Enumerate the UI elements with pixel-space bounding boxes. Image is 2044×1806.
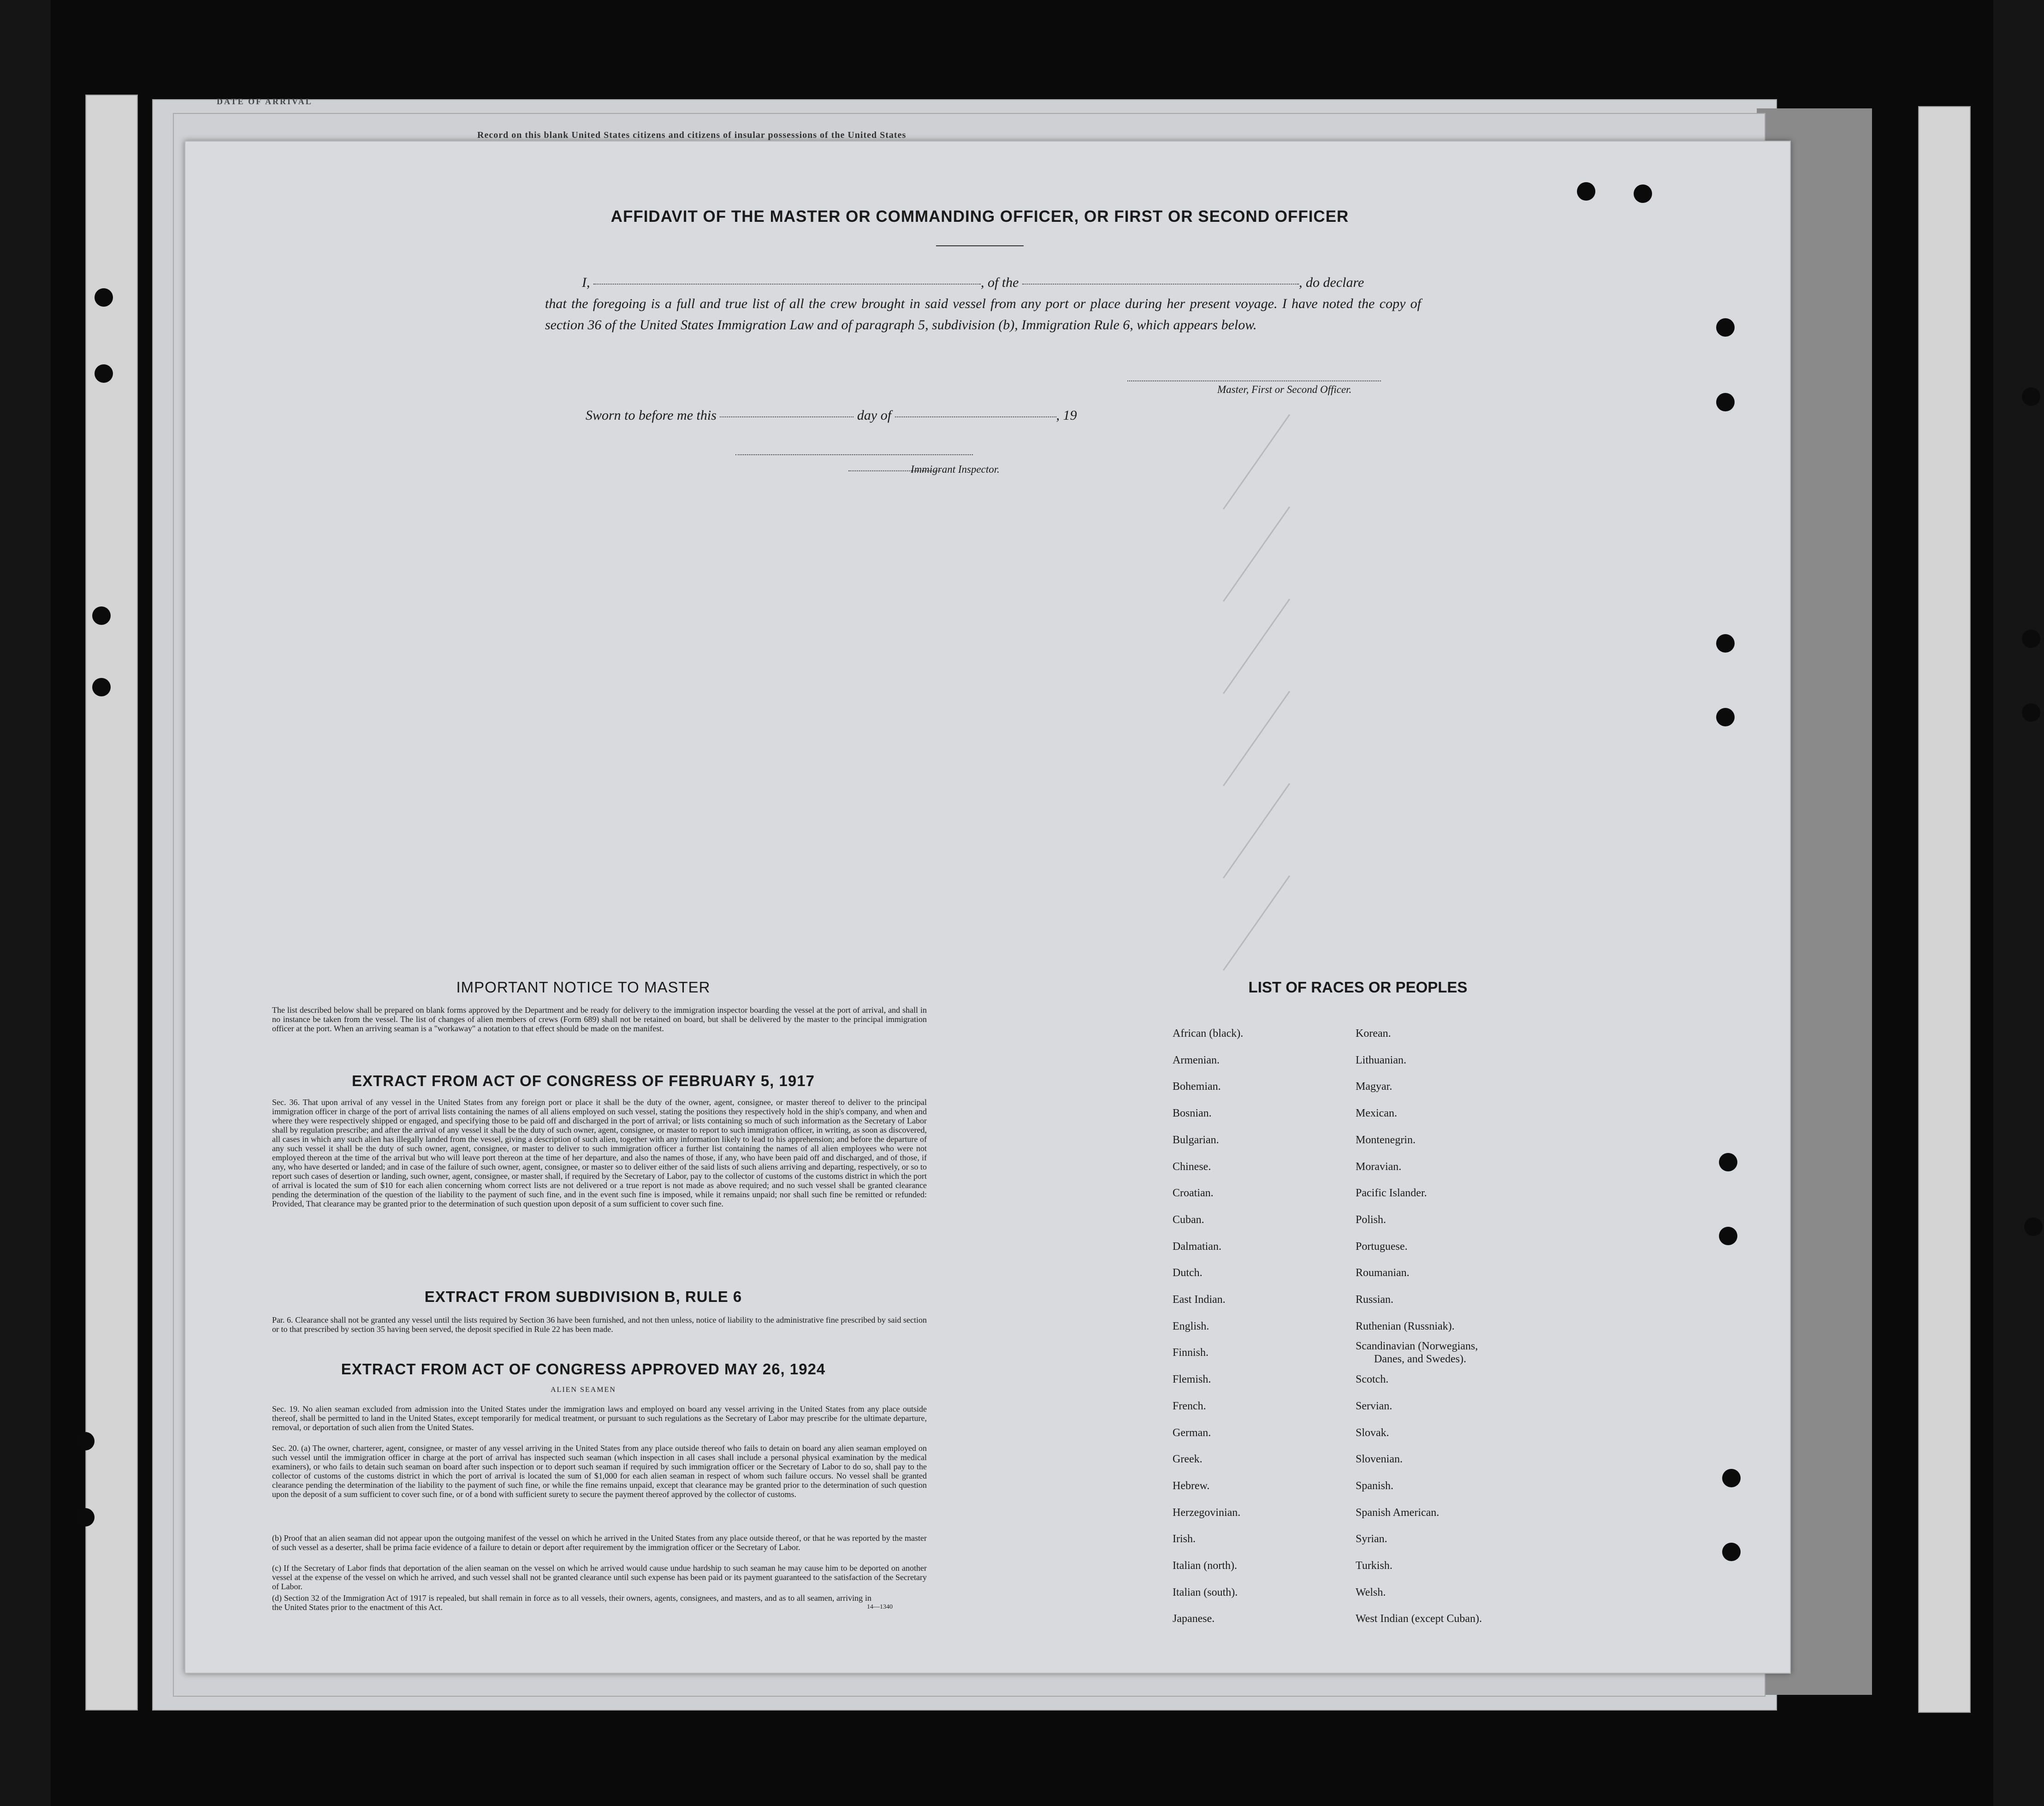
title-field[interactable] — [1022, 283, 1299, 285]
extract-1924-sec20c: (c) If the Secretary of Labor finds that deportation of the alien seaman on the vessel on which he arrived would cause undue hardship to such seaman he may cause him to be deported on another vessel at the expense of the vessel on which he arrived, and such vessel shall not be granted clearance until such expense has been paid or its payment guaranteed to the satisfaction of the Secretary of Labor. — [272, 1563, 927, 1591]
race-item: Polish. — [1356, 1213, 1386, 1226]
punch-hole — [1722, 1469, 1741, 1487]
inspector-label: Immigrant Inspector. — [911, 463, 1000, 475]
declaration-do-declare: , do declare — [1299, 275, 1364, 290]
race-item: Magyar. — [1356, 1081, 1392, 1093]
binder-left — [0, 0, 51, 1806]
race-item: Chinese. — [1173, 1160, 1211, 1173]
race-item: Moravian. — [1356, 1160, 1402, 1173]
title-rule — [936, 245, 1024, 246]
extract-1924-sec19: Sec. 19. No alien seaman excluded from admission into the United States under the immigration laws and employed on board any vessel arriving in the United States from any place outside thereof, shall be permitted to land in the United States, except temporarily for medical treatment, or pursuant to such regulations as the Secretary of Labor may prescribe for the ultimate departure, removal, or deportation of such alien from the United States. — [272, 1404, 927, 1432]
race-item: Flemish. — [1173, 1373, 1211, 1386]
declaration-i: I, — [582, 275, 590, 290]
punch-hole — [2022, 387, 2040, 406]
race-item: Mexican. — [1356, 1107, 1397, 1120]
punch-hole — [1577, 182, 1595, 201]
master-label: Master, First or Second Officer. — [1217, 384, 1352, 395]
race-item: German. — [1173, 1426, 1211, 1439]
affidavit-declaration — [545, 272, 1421, 336]
sworn-day-label: day of — [857, 408, 892, 423]
declaration-of-the: , of the — [981, 275, 1019, 290]
race-item: Slovak. — [1356, 1426, 1389, 1439]
extract-rule6-title: EXTRACT FROM SUBDIVISION B, RULE 6 — [424, 1288, 742, 1305]
race-item: Finnish. — [1173, 1347, 1209, 1359]
declaration-body: that the foregoing is a full and true list of all the crew brought in said vessel from any port or place during her present voyage. I have noted the copy of section 36 of the United States Immigration Law and of paragraph 5, subdivision (b), Immigration Rule 6, which appears below. — [545, 296, 1421, 333]
punch-hole — [1716, 634, 1735, 653]
race-item: Italian (north). — [1173, 1560, 1237, 1572]
race-item: Bulgarian. — [1173, 1134, 1219, 1146]
punch-hole — [1716, 708, 1735, 726]
race-item: Lithuanian. — [1356, 1054, 1406, 1066]
punch-hole — [95, 364, 113, 383]
race-item: Croatian. — [1173, 1187, 1214, 1200]
sworn-date-field[interactable] — [720, 416, 853, 417]
race-item: Bosnian. — [1173, 1107, 1212, 1120]
sworn-line — [586, 408, 1077, 423]
sworn-label: Sworn to before me this — [586, 408, 717, 423]
punch-hole — [1716, 318, 1735, 337]
binder-strip-right — [1918, 106, 1971, 1713]
punch-hole — [76, 1508, 95, 1527]
punch-hole — [2024, 1218, 2043, 1236]
race-item: Turkish. — [1356, 1560, 1392, 1572]
extract-1924-title: EXTRACT FROM ACT OF CONGRESS APPROVED MAY 26, 1924 — [341, 1360, 826, 1378]
race-item: Spanish American. — [1356, 1506, 1440, 1519]
punch-hole — [2022, 630, 2040, 648]
punch-hole — [1634, 184, 1652, 203]
race-item: Portuguese. — [1356, 1240, 1408, 1253]
races-title: LIST OF RACES OR PEOPLES — [1248, 979, 1468, 996]
race-item: Servian. — [1356, 1400, 1392, 1412]
punch-hole — [1719, 1153, 1737, 1171]
race-item: West Indian (except Cuban). — [1356, 1613, 1482, 1625]
race-item: East Indian. — [1173, 1294, 1226, 1306]
race-item: Italian (south). — [1173, 1586, 1238, 1598]
race-item: Welsh. — [1356, 1586, 1386, 1598]
sworn-month-field[interactable] — [895, 416, 1056, 417]
race-item: Scotch. — [1356, 1373, 1389, 1386]
race-item: Armenian. — [1173, 1054, 1220, 1066]
race-item: Bohemian. — [1173, 1081, 1221, 1093]
race-item: Russian. — [1356, 1294, 1394, 1306]
race-item: Irish. — [1173, 1533, 1196, 1545]
punch-hole — [1719, 1227, 1737, 1245]
race-item: Cuban. — [1173, 1213, 1204, 1226]
extract-1917-text: Sec. 36. That upon arrival of any vessel in the United States from any foreign port or place it shall be the duty of the owner, agent, consignee, or master thereof to deliver to the principal immigration officer in charge of the port of arrival lists containing the names of all aliens employed on such vessel, stating the positions they respectively hold in the ship's company, and when and where they were respectively shipped or engaged, and specifying those to be paid off and discharged in the port of arrival; or lists containing so much of such information as the Secretary of Labor shall by regulation prescribe; and after the arrival of any vessel it shall be the duty of such owner, agent, consignee, or master to report to such immigration officer, in writing, as soon as discovered, all cases in which any such alien has illegally landed from the vessel, giving a description of such alien, together with any information likely to lead to his apprehension; and before the departure of any such vessel it shall be the duty of such owner, agent, consignee, or master to deliver to such immigration officer a further list containing the names of all alien employees who were not employed thereon at the time of the arrival but who will leave port thereon at the time of her departure, and also the names of those, if any, who have been paid off and discharged, and of those, if any, who have deserted or landed; and in case of the failure of such owner, agent, consignee, or master so to deliver either of the said lists of such aliens arriving and departing, respectively, or so to report such cases of desertion or landing, such owner, agent, consignee, or master shall, if required by the Secretary of Labor, pay to the collector of customs of the customs district in which the port of arrival is located the sum of $10 for each alien concerning whom correct lists are not delivered or a true report is not made as above required; and no such vessel shall be granted clearance pending the determination of the question of the liability to the payment of such fine, and in the event such fine is imposed, while it remains unpaid; nor shall such fine be remitted or refunded: Provided, That clearance may be granted prior to the determination of such question upon deposit of a sum sufficient to cover such fine. — [272, 1098, 927, 1208]
punch-hole — [76, 1432, 95, 1450]
race-item: English. — [1173, 1320, 1209, 1332]
punch-hole — [92, 678, 111, 696]
race-item: Slovenian. — [1356, 1453, 1403, 1466]
race-item: Dutch. — [1173, 1267, 1203, 1279]
affidavit-title: AFFIDAVIT OF THE MASTER OR COMMANDING OFFICER, OR FIRST OR SECOND OFFICER — [610, 208, 1349, 226]
race-item: Scandinavian (Norwegians, — [1356, 1340, 1478, 1353]
punch-hole — [1716, 393, 1735, 411]
race-item: Herzegovinian. — [1173, 1506, 1241, 1519]
notice-title: IMPORTANT NOTICE TO MASTER — [456, 979, 711, 996]
extract-1917-title: EXTRACT FROM ACT OF CONGRESS OF FEBRUARY 5, 1917 — [352, 1072, 815, 1089]
header-fragment: Record on this blank United States citizens and citizens of insular possessions of the United States — [477, 130, 906, 140]
extract-rule6-text: Par. 6. Clearance shall not be granted any vessel until the lists required by Section 36 have been furnished, and not then unless, notice of liability to the administrative fine prescribed by said section or to that prescribed by section 35 having been served, the deposit specified in Rule 22 has been made. — [272, 1315, 927, 1334]
declaration-line-1 — [545, 272, 1421, 293]
race-item: Syrian. — [1356, 1533, 1387, 1545]
race-item: Spanish. — [1356, 1479, 1394, 1492]
race-item: Greek. — [1173, 1453, 1203, 1466]
master-signature-line[interactable] — [1127, 380, 1381, 381]
notice-text: The list described below shall be prepared on blank forms approved by the Department and be ready for delivery to the immigration inspector boarding the vessel at the port of arrival, and shall in no instance be taken from the vessel. The list of changes of alien members of crews (Form 689) shall not be retained on board, but shall be delivered by the master to the principal immigration officer at the port. When an arriving seaman is a "workaway" a notation to that effect should be made on the manifest. — [272, 1005, 927, 1033]
alien-seamen-heading: ALIEN SEAMEN — [551, 1386, 616, 1394]
corner-fragment: DATE OF ARRIVAL — [217, 97, 313, 106]
race-item: Pacific Islander. — [1356, 1187, 1427, 1200]
race-item: French. — [1173, 1400, 1206, 1412]
race-item: African (black). — [1173, 1028, 1244, 1040]
binder-right — [1993, 0, 2044, 1806]
extract-1924-sec20b: (b) Proof that an alien seaman did not appear upon the outgoing manifest of the vessel on which he arrived in the United States from any place outside thereof, or that he was reported by the master of such vessel as a deserter, shall be prima facie evidence of a failure to detain or deport after requirement by the immigration officer or the Secretary of Labor. — [272, 1533, 927, 1552]
punch-hole — [1722, 1543, 1741, 1561]
inspector-signature-line[interactable] — [735, 454, 973, 455]
race-item: Ruthenian (Russniak). — [1356, 1320, 1455, 1332]
sworn-year-label: , 19 — [1056, 408, 1077, 423]
race-item: Korean. — [1356, 1028, 1391, 1040]
name-field[interactable] — [593, 283, 981, 285]
race-item: Danes, and Swedes). — [1374, 1353, 1466, 1366]
race-item: Japanese. — [1173, 1613, 1215, 1625]
punch-hole — [92, 606, 111, 625]
race-item: Roumanian. — [1356, 1267, 1410, 1279]
race-item: Hebrew. — [1173, 1479, 1210, 1492]
punch-hole — [95, 288, 113, 307]
binder-strip-left — [85, 95, 138, 1711]
extract-1924-sec20d: (d) Section 32 of the Immigration Act of 1917 is repealed, but shall remain in force as to all vessels, their owners, agents, consignees, and masters, and as to all seamen, arriving in the United States prior to the enactment of this Act. — [272, 1593, 871, 1612]
race-item: Montenegrin. — [1356, 1134, 1416, 1146]
punch-hole — [2022, 703, 2040, 722]
race-item: Dalmatian. — [1173, 1240, 1221, 1253]
extract-1924-sec20a: Sec. 20. (a) The owner, charterer, agent, consignee, or master of any vessel arriving in the United States from any place outside thereof who fails to detain on board any alien seaman employed on such vessel until the immigration officer in charge at the port of arrival has inspected such seaman (which inspection in all cases shall include a personal physical examination by the medical examiners), or who fails to detain such seaman on board after such inspection or to deport such seaman if required by such immigration officer or the Secretary of Labor to do so, shall pay to the collector of customs of the customs district in which the port of arrival is located the sum of $1,000 for each alien seaman in respect of whom such failure occurs. No vessel shall be granted clearance pending the determination of the liability to the payment of such fine, or while the fine remains unpaid, except that clearance may be granted prior to the determination of such question upon the deposit of a sum sufficient to cover such fine, or of a bond with sufficient surety to secure the payment thereof approved by the collector of customs. — [272, 1444, 927, 1499]
form-number: 14—1340 — [867, 1604, 893, 1610]
